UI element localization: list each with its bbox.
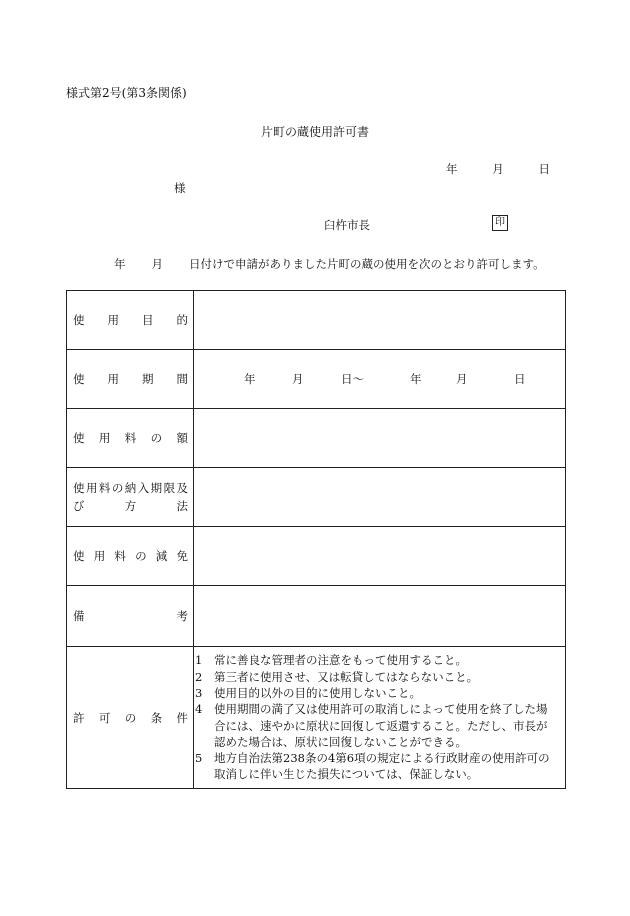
label-char: 備 [73,609,85,623]
payment-deadline-value-field[interactable] [194,468,566,527]
label-char: 限 [163,481,176,495]
condition-number: 1 [195,653,203,668]
label-char: 使 [73,549,85,563]
condition-number: 4 [195,702,203,717]
label-char: 間 [176,372,188,386]
statement-month-label: 月 [151,257,163,271]
statement-text: 日付けで申請がありました片町の蔵の使用を次のとおり許可します。 [189,257,545,271]
date-month-label: 月 [492,162,504,176]
period-end-year: 年 [410,372,422,386]
row-label-fee-exemption [67,527,194,586]
issue-date-line [446,161,550,177]
statement-year-label: 年 [114,257,126,271]
label-char: 及 [176,481,188,495]
remarks-value-field[interactable] [194,586,566,647]
label-char: 免 [176,549,188,563]
list-item [194,652,565,668]
period-value-field[interactable] [194,350,566,409]
label-char: 法 [176,499,188,513]
condition-number: 2 [195,669,203,684]
list-item [194,750,565,783]
label-char: 条 [150,710,163,725]
table-row [67,647,566,789]
condition-text: 使用期間の満了又は使用許可の取消しによって使用を終了した場合には、速やかに原状に回復して返還すること。ただし、市長が認めた場合は、原状に回復しないことができる。 [214,702,548,749]
condition-text: 地方自治法第238条の4第6項の規定による行政財産の使用許可の取消しに伴い生じた損失については、保証しない。 [214,751,550,782]
row-label-remarks [67,586,194,647]
condition-number: 3 [195,685,203,700]
label-char: 使 [73,313,85,327]
table-row [67,350,566,409]
row-label-purpose [67,291,194,350]
table-row [67,468,566,527]
form-number: 様式第2号(第3条関係) [66,86,187,100]
fee-amount-value-field[interactable] [194,409,566,468]
label-char: 期 [142,372,154,386]
date-day-label: 日 [538,162,550,176]
label-char: 減 [155,549,168,563]
label-char: 料 [98,481,111,495]
table-row [67,527,566,586]
table-row [67,409,566,468]
label-char: の [111,481,124,495]
permit-conditions-list [194,647,566,789]
condition-text: 使用目的以外の目的に使用しないこと。 [214,685,421,700]
label-char: の [124,710,137,725]
table-row [67,586,566,647]
condition-text: 第三者に使用させ、又は転貸してはならないこと。 [214,669,479,684]
label-char: 用 [107,313,119,327]
list-item [194,685,565,701]
addressee-suffix: 様 [174,181,186,195]
row-label-period [67,350,194,409]
label-char: び [73,499,85,513]
period-end-day: 日 [514,372,526,386]
label-char: の [135,549,147,563]
list-item [194,669,565,685]
row-label-permit-conditions [67,647,194,789]
label-char: 料 [114,549,126,563]
period-start-day: 日～ [341,372,364,386]
label-char: 可 [98,710,111,725]
label-char: 料 [124,431,137,445]
row-label-payment-deadline [67,468,194,527]
label-char: 使 [73,481,85,495]
seal-stamp: 印 [492,215,508,231]
condition-number: 5 [195,751,203,766]
label-char: 使 [73,372,85,386]
label-char: 期 [150,481,163,495]
label-char: 用 [107,372,119,386]
label-char: 納 [124,481,137,495]
label-char: 件 [176,710,188,725]
row-label-fee-amount [67,409,194,468]
table-row [67,291,566,350]
condition-text: 常に善良な管理者の注意をもって使用すること。 [214,653,467,668]
date-year-label: 年 [446,162,458,176]
label-char: 考 [176,609,188,623]
label-char: 入 [137,481,150,495]
document-title: 片町の蔵使用許可書 [260,125,369,139]
label-char: 許 [73,710,85,725]
label-char: 用 [85,481,98,495]
permit-details-table [66,290,566,789]
label-char: 方 [124,499,137,513]
label-char: 的 [176,313,188,327]
label-char: 額 [176,431,188,445]
label-char: 用 [93,549,106,563]
period-start-year: 年 [244,372,256,386]
period-start-month: 月 [292,372,304,386]
fee-exemption-value-field[interactable] [194,527,566,586]
period-end-month: 月 [456,372,468,386]
permit-statement [114,256,545,272]
issuer-name: 臼杵市長 [324,218,370,232]
label-char: 使 [73,431,85,445]
list-item [194,701,565,750]
label-char: の [150,431,163,445]
label-char: 用 [98,431,111,445]
label-char: 目 [142,313,154,327]
purpose-value-field[interactable] [194,291,566,350]
